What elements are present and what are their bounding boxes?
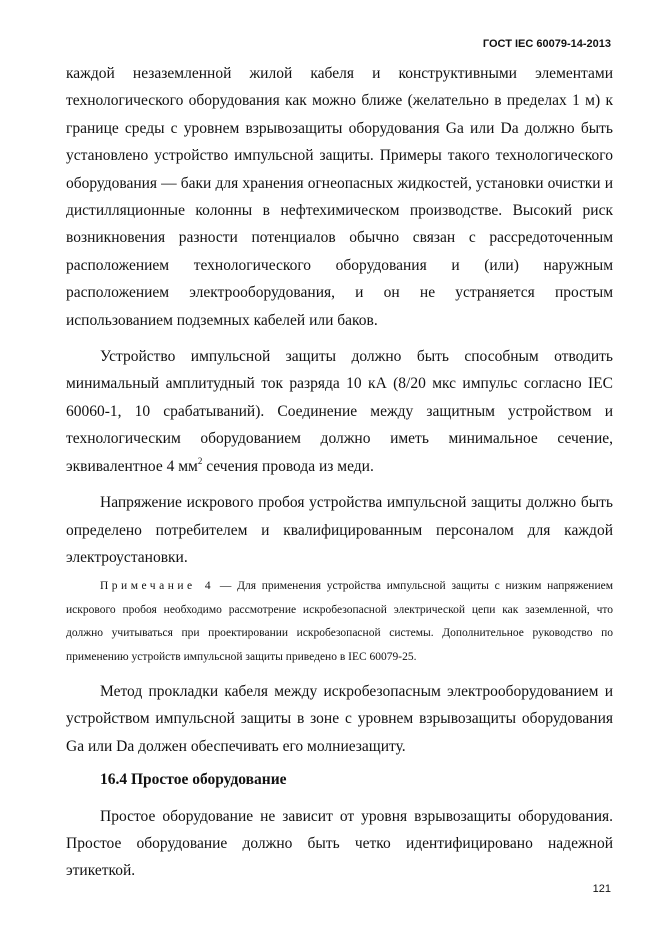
paragraph-breakdown-voltage: Напряжение искрового пробоя устройства импульсной защиты должно быть определено потребителем и квалифицированным персоналом для каждой электроустановки. [66, 494, 613, 566]
page-number: 121 [592, 883, 611, 895]
page-body [66, 60, 613, 885]
paragraph-surge-device-current [66, 343, 613, 480]
paragraph-cable-method: Метод прокладки кабеля между искробезопасным электрооборудованием и устройством импульсной защиты в зоне с уровнем взрывозащиты оборудования Ga или Da должен обеспечивать его молниезащиту. [66, 682, 613, 755]
document-header: ГОСТ IEC 60079-14-2013 [482, 38, 611, 50]
note-label: Примечание 4 [100, 580, 215, 593]
note-text: — Для применения устройства импульсной защиты с низким напряжением искрового пробоя необходимо рассмотрение искробезопасной электрической цепи как заземленной, что должно учитываться при проектировании искробезопасной системы. Дополнительное руководство по применению устройств импульсной защиты приведено в IEC 60079-25. [66, 580, 613, 663]
superscript: 2 [197, 455, 203, 466]
section-title: 16.4 Простое оборудование [100, 771, 287, 789]
paragraph-text-tail: сечения провода из меди. [202, 457, 374, 475]
paragraph-text: Устройство импульсной защиты должно быть способным отводить минимальный амплитудный ток разряда 10 кА (8/20 мкс импульс согласно IEC 60060-1, 10 срабатываний). Соединение между защитным устройством и технологическим оборудованием должно иметь минимальное сечение, эквивалентное 4 мм [66, 348, 613, 475]
paragraph-continuation: каждой незаземленной жилой кабеля и конструктивными элементами технологического оборудования как можно ближе (желательно в пределах 1 м) к границе среды с уровнем взрывозащиты оборудования Ga или Da должно быть установлено устройство импульсной защиты. Примеры такого технологического оборудования — баки для хранения огнеопасных жидкостей, установки очистки и дистилляционные колонны в нефтехимическом производстве. Высокий риск возникновения разности потенциалов обычно связан с рассредоточенным расположением технологического оборудования и (или) наружным расположением электрооборудования, и он не устраняется простым использованием подземных кабелей или баков. [66, 65, 613, 329]
paragraph-simple-equipment: Простое оборудование не зависит от уровня взрывозащиты оборудования. Простое оборудование должно быть четко идентифицировано надежной этикеткой. [66, 807, 613, 880]
note-4 [66, 575, 613, 669]
